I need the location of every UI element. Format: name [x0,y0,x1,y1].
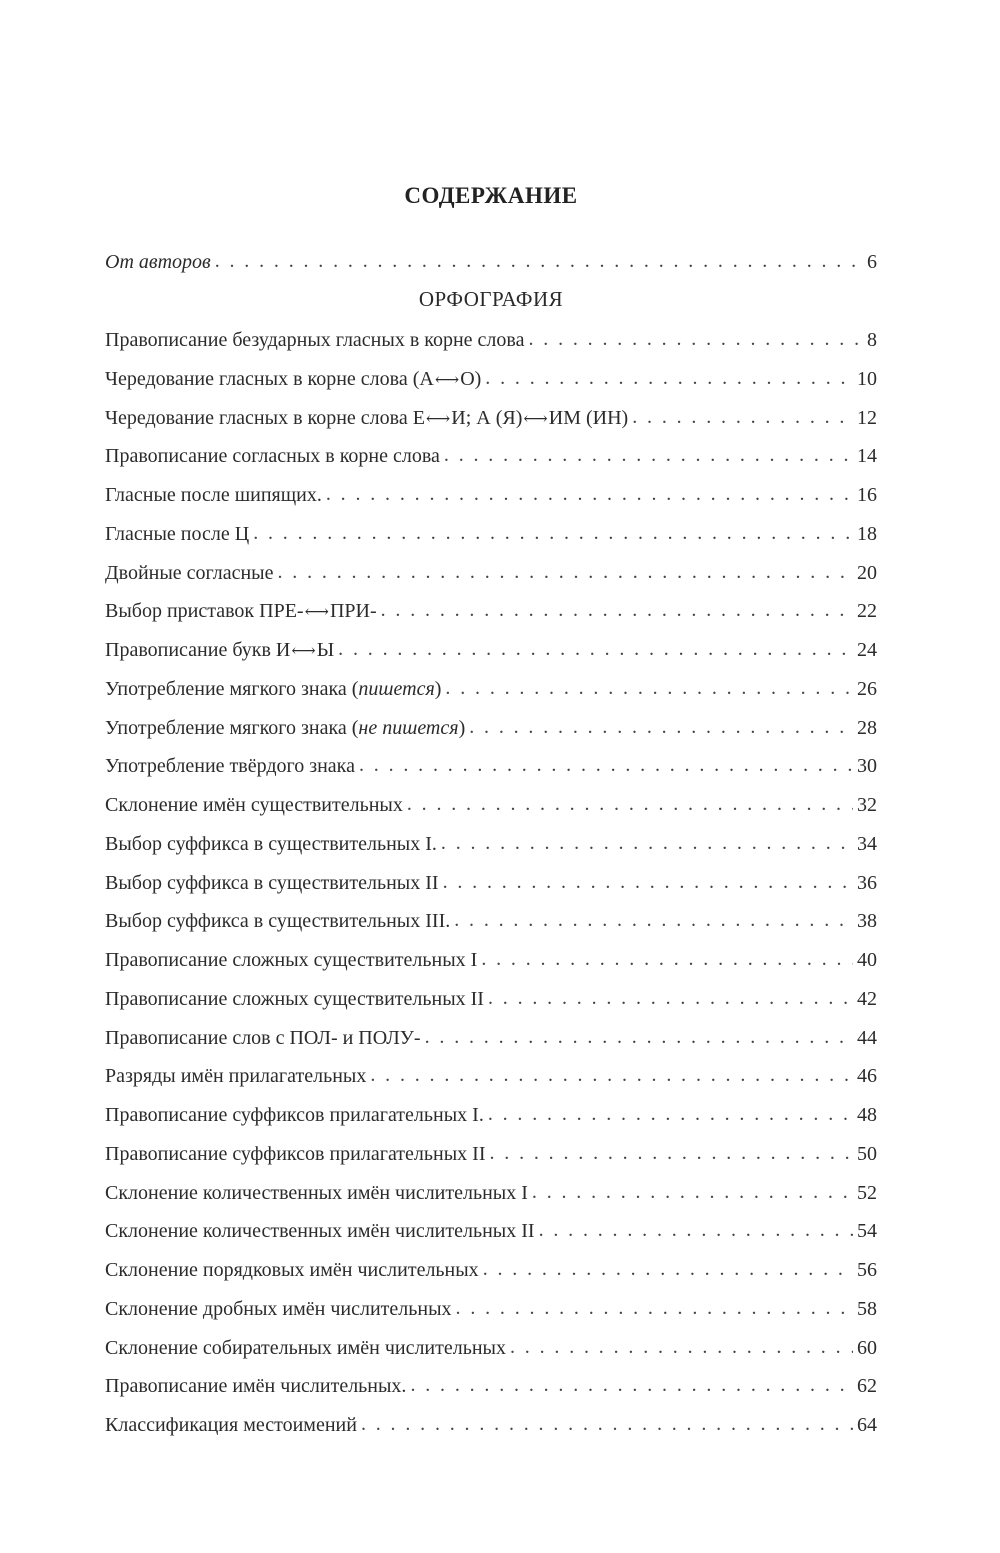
toc-entry-label [105,558,274,588]
dot-leader [381,595,853,625]
toc-entry-text: Выбор приставок ПРЕ- [105,600,304,623]
toc-entry-italic: пишется [358,677,435,700]
toc-entry-text: О) [460,367,482,390]
dot-leader [510,1332,853,1362]
dot-leader [445,673,853,703]
toc-entry-text: Склонение дробных имён числительных [105,1297,452,1320]
toc-entry [105,403,877,433]
page-title: СОДЕРЖАНИЕ [404,183,578,208]
toc-entry [105,868,877,898]
toc-page-number: 60 [857,1336,877,1359]
section-heading: ОРФОГРАФИЯ [418,287,564,311]
double-arrow-icon: ⟷ [425,408,451,428]
toc-entry [105,635,877,665]
toc-entry [105,984,877,1014]
toc-page-number: 56 [857,1259,877,1281]
dot-leader [338,634,853,664]
toc-entry-label [105,1139,485,1169]
toc-entry-label [105,945,477,975]
dot-leader [215,246,863,276]
dot-leader [454,905,853,935]
toc-entry-label [105,674,441,704]
toc-entry-text: Ы [316,639,335,661]
toc-page-number: 34 [857,832,877,855]
toc-entry [105,906,877,936]
toc-page-number: 12 [857,406,877,429]
toc-entry-label [105,596,377,627]
toc-entry-label [105,751,355,781]
toc-entry-label [105,1178,528,1208]
toc-entry-text: Склонение количественных имён числительных I [105,1181,528,1204]
toc-page-number: 16 [857,484,877,506]
toc-page-number: 6 [867,251,877,273]
toc-entry-text: Правописание суффиксов прилагательных I. [105,1104,484,1126]
toc-entry-text: ) [458,716,466,739]
toc-entry-label: От авторов [105,251,211,273]
toc-entry-text: Выбор суффикса в существительных III. [105,910,451,933]
toc-entry [105,1100,877,1130]
toc-entry [105,1371,877,1401]
toc-entry-text: Гласные после Ц [105,522,250,545]
toc-page-number: 24 [857,639,877,661]
toc-entry-label [105,364,481,395]
toc-page-number: 10 [857,367,877,390]
toc-entry-text: Склонение порядковых имён числительных [105,1259,479,1281]
toc-page-number: 40 [857,949,877,971]
toc-entry-label [105,868,439,898]
toc-entry [105,1410,877,1440]
toc-entry-italic: не пишется [358,716,459,739]
toc-entry-text: Употребление мягкого знака ( [105,716,359,739]
toc-page-number: 8 [867,329,877,351]
toc-entry-label [105,790,403,820]
toc-entry-text: Гласные после шипящих. [105,484,322,506]
toc-page-number: 58 [857,1297,877,1320]
toc-entry-text: Склонение собирательных имён числительных [105,1336,506,1359]
toc-entry-label [105,1023,421,1053]
toc-page-number: 52 [857,1181,877,1204]
double-arrow-icon: ⟷ [304,602,329,622]
toc-entry-text: Чередование гласных в корне слова Е [105,406,425,429]
toc-entry [105,364,877,394]
toc-page-number: 38 [857,910,877,933]
toc-entry-text: ИМ (ИН) [548,406,629,429]
toc-entry-label [105,713,465,743]
dot-leader [444,440,853,470]
toc-entry-label [105,1333,506,1363]
toc-page-number: 46 [857,1065,877,1088]
toc-entry-label [105,1294,452,1324]
toc-entry [105,790,877,820]
toc-entry-label [105,1100,484,1130]
dot-leader [488,983,853,1013]
toc-entry [105,1023,877,1053]
dot-leader [456,1293,853,1323]
toc-page-number: 50 [857,1142,877,1165]
toc-entry-label [105,441,440,471]
toc-entry-text: Разряды имён прилагательных [105,1065,367,1088]
dot-leader [425,1022,853,1052]
toc-entry [105,674,877,704]
toc-entry-text: Правописание имён числительных. [105,1375,407,1398]
toc-page-number: 14 [857,445,877,468]
dot-leader [407,789,853,819]
toc-entry-text: Правописание слов с ПОЛ- и ПОЛУ- [105,1026,421,1049]
toc-page-number: 54 [857,1220,877,1243]
toc-page-number: 48 [857,1104,877,1126]
toc-entry-text: Правописание букв И [105,639,291,661]
toc-entry-label [105,1061,366,1091]
toc-entry [105,829,877,859]
toc-entry [105,441,877,471]
dot-leader [359,750,853,780]
toc-page-number: 64 [857,1414,877,1436]
toc-entry-text: Употребление мягкого знака ( [105,677,359,700]
dot-leader [528,324,863,354]
toc-entry-text: Склонение имён существительных [105,794,403,816]
dot-leader [481,944,853,974]
toc-entry-text: И; А (Я) [451,406,523,429]
toc-entry [105,1061,877,1091]
dot-leader [278,557,854,587]
dot-leader [489,1138,853,1168]
dot-leader [326,479,853,509]
double-arrow-icon: ⟷ [291,641,316,660]
toc-entry [105,480,877,510]
dot-leader [532,1177,853,1207]
toc-entry [105,519,877,549]
toc-entry-label [105,480,322,510]
dot-leader [410,1370,853,1400]
dot-leader [443,867,853,897]
toc-page-number: 22 [857,600,877,623]
toc-entry-label [105,1255,479,1285]
dot-leader [469,712,853,742]
toc-entry [105,596,877,626]
toc-entry [105,325,877,355]
toc-page-number: 42 [857,987,877,1010]
toc-entry [105,751,877,781]
toc-page-number: 62 [857,1375,877,1398]
toc-page-number: 18 [857,522,877,545]
toc-entry-label [105,1410,357,1440]
toc-entry-text: Классификация местоимений [105,1414,357,1436]
toc-entry-label [105,325,524,355]
toc-entry-text: Правописание сложных существительных II [105,987,484,1010]
toc-entry-label [105,1371,406,1401]
toc-entry [105,713,877,743]
dot-leader [361,1409,853,1439]
toc-entry-text: Склонение количественных имён числительных II [105,1220,535,1243]
toc-entry [105,945,877,975]
toc-entry [105,1294,877,1324]
toc-page-number: 36 [857,871,877,894]
toc-entry-text: Чередование гласных в корне слова (А [105,367,434,390]
double-arrow-icon: ⟷ [434,369,460,389]
toc-entry-text: Правописание сложных существительных I [105,949,478,971]
dot-leader [539,1215,853,1245]
toc-entry [105,1255,877,1285]
toc-entry-text: Двойные согласные [105,561,274,584]
dot-leader [632,402,853,432]
dot-leader [483,1254,853,1284]
dot-leader [488,1099,853,1129]
toc-entry [105,1333,877,1363]
toc-entry-label [105,984,484,1014]
toc-entry-text: Правописание согласных в корне слова [105,445,440,468]
dot-leader [485,363,853,393]
toc-entry-label [105,829,437,859]
toc-entry-intro [105,247,877,277]
toc-entry [105,1178,877,1208]
toc-entry-text: Употребление твёрдого знака [105,755,355,778]
toc-entry-text: Выбор суффикса в существительных I. [105,832,437,855]
toc-entry [105,558,877,588]
toc-page-number: 28 [857,716,877,739]
toc-entry-label [105,1216,535,1246]
double-arrow-icon: ⟷ [523,408,548,428]
toc-entry-text: Выбор суффикса в существительных II [105,871,439,894]
dot-leader [370,1060,853,1090]
toc-page-number: 26 [857,677,877,700]
toc-entry-text: Правописание суффиксов прилагательных II [105,1142,486,1165]
toc-entry [105,1216,877,1246]
toc-entry-text: ПРИ- [329,600,377,623]
toc-page-number: 32 [857,794,877,816]
toc-entry-label [105,403,628,434]
toc-page-number: 30 [857,755,877,778]
toc-page-number: 20 [857,561,877,584]
toc-entry-text: ) [434,677,442,700]
toc-entry [105,1139,877,1169]
toc-entry-label [105,906,450,936]
dot-leader [441,828,853,858]
dot-leader [253,518,853,548]
toc-entry-label [105,519,249,549]
toc-page-number: 44 [857,1026,877,1049]
toc-entry-label [105,635,334,666]
toc-entry-text: Правописание безударных гласных в корне слова [105,329,525,351]
